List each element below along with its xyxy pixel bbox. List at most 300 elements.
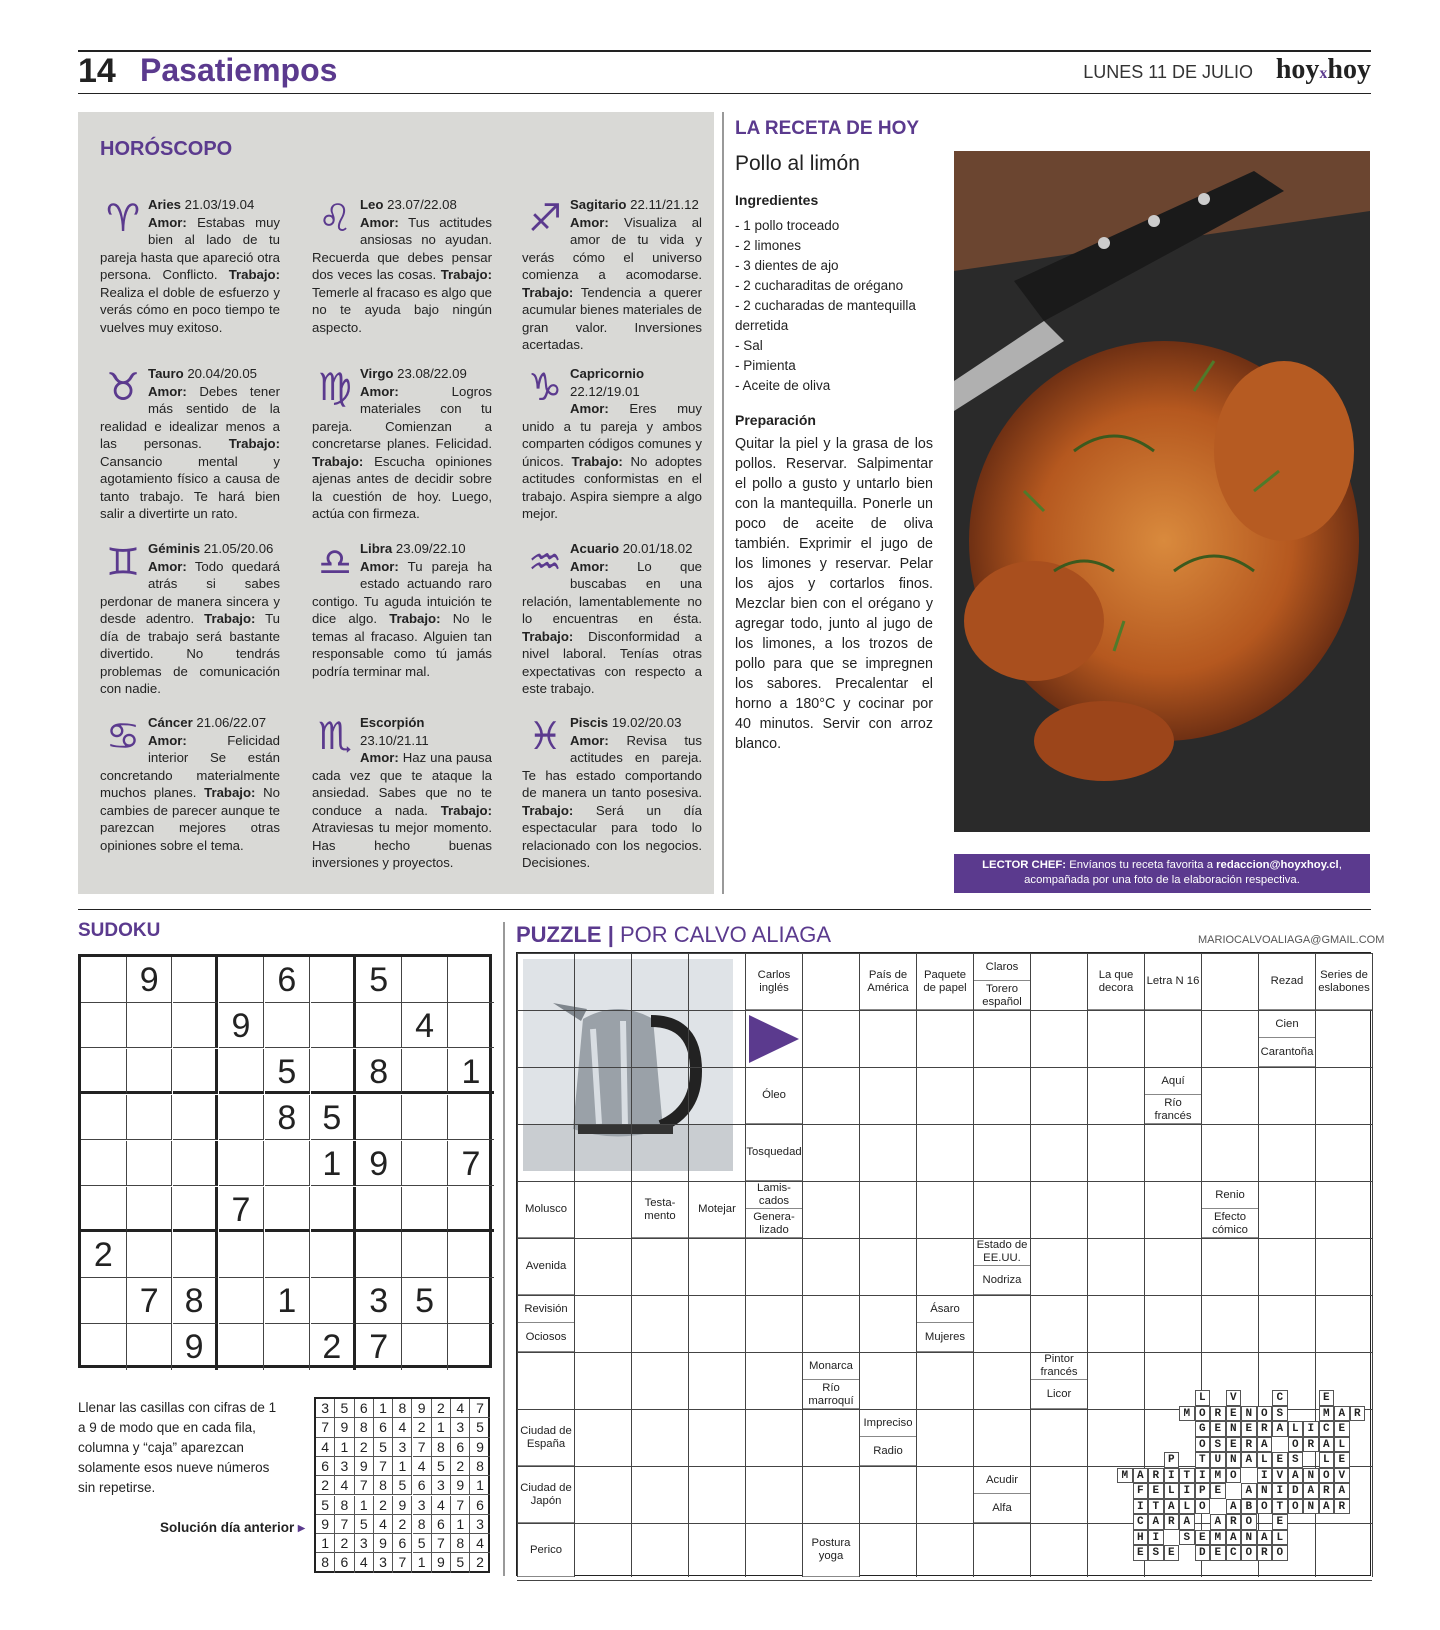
sudoku-cell[interactable]: 8	[356, 1049, 402, 1095]
solution-letter: V	[1226, 1390, 1242, 1406]
solution-letter: L	[1272, 1530, 1288, 1546]
solution-letter: O	[1319, 1468, 1335, 1484]
sudoku-cell[interactable]	[265, 1003, 311, 1049]
grid-line	[517, 1010, 1372, 1011]
horoscope-sign-1	[312, 196, 492, 336]
horoscope-sign-3	[100, 365, 280, 523]
column-divider	[503, 922, 505, 1576]
solution-cell: 9	[374, 1534, 393, 1553]
sudoku-cell[interactable]: 7	[448, 1141, 494, 1187]
sign-dates: 21.05/20.06	[203, 541, 274, 556]
grid-line	[1372, 953, 1373, 1577]
sudoku-cell[interactable]	[311, 1278, 357, 1324]
solution-letter: I	[1303, 1421, 1319, 1437]
sudoku-cell[interactable]: 5	[356, 957, 402, 1003]
solution-letter: O	[1195, 1406, 1211, 1422]
sagittarius-icon	[522, 198, 568, 238]
solution-cell: 2	[393, 1515, 412, 1534]
grid-line	[916, 953, 917, 1577]
ingredient-item: - 2 limones	[735, 238, 802, 253]
solution-letter: U	[1210, 1452, 1226, 1468]
sudoku-cell[interactable]	[402, 1049, 448, 1095]
amor-label: Amor:	[570, 732, 609, 748]
solution-letter: A	[1257, 1530, 1273, 1546]
sudoku-cell[interactable]: 4	[402, 1003, 448, 1049]
sudoku-cell[interactable]	[81, 1003, 127, 1049]
solution-cell: 7	[374, 1457, 393, 1476]
horoscope-title: HORÓSCOPO	[100, 138, 233, 160]
solution-letter: M	[1179, 1406, 1195, 1422]
sudoku-cell[interactable]	[265, 1187, 311, 1233]
sudoku-cell[interactable]	[448, 1324, 494, 1370]
sudoku-cell[interactable]	[219, 1049, 265, 1095]
sudoku-instructions: Llenar las casillas con cifras de 1 a 9 de modo que en cada fila, columna y “caja” aparezcan solamente esos nueve números sin repetirse.	[78, 1400, 277, 1495]
sudoku-cell[interactable]: 9	[173, 1324, 219, 1370]
solution-letter: A	[1148, 1514, 1164, 1530]
sudoku-cell[interactable]: 1	[448, 1049, 494, 1095]
sudoku-cell[interactable]	[81, 1278, 127, 1324]
solution-cell: 6	[451, 1438, 470, 1457]
amor-label: Amor:	[570, 558, 609, 574]
sudoku-cell[interactable]	[173, 1003, 219, 1049]
sign-amor: Logros materiales con tu pareja. Comienzan a concretarse planes. Felicidad.	[312, 383, 492, 451]
sudoku-cell[interactable]: 6	[265, 957, 311, 1003]
sudoku-grid[interactable]	[78, 954, 492, 1368]
puzzle-title	[516, 922, 831, 948]
solution-letter: O	[1288, 1437, 1304, 1453]
solution-letter: O	[1195, 1499, 1211, 1515]
sign-name: Tauro	[148, 366, 184, 381]
grid-line	[802, 953, 803, 1577]
sign-dates: 19.02/20.03	[611, 715, 682, 730]
sign-trabajo: Será un día espectacular para todo lo relacionado con los negocios. Decisiones.	[522, 802, 703, 870]
preparation-title: Preparación	[735, 412, 816, 428]
sign-amor: Haz una pausa cada vez que te ataque la ansiedad. Sabes que no te conduce a nada.	[312, 750, 492, 818]
solution-letter: F	[1133, 1483, 1149, 1499]
solution-cell: 4	[374, 1515, 393, 1534]
crossword-clue: Genera-lizado	[746, 1210, 802, 1238]
trabajo-label: Trabajo:	[204, 611, 256, 626]
sudoku-cell[interactable]	[219, 1324, 265, 1370]
sudoku-cell[interactable]	[448, 1095, 494, 1141]
sudoku-cell[interactable]	[356, 1003, 402, 1049]
solution-letter: A	[1334, 1406, 1350, 1422]
aries-icon	[100, 198, 146, 238]
solution-cell: 6	[413, 1476, 432, 1495]
sudoku-cell[interactable]	[173, 1187, 219, 1233]
horoscope-sign-10	[312, 714, 492, 872]
horoscope-sign-9	[100, 714, 280, 854]
sudoku-cell[interactable]	[311, 1187, 357, 1233]
solution-cell: 5	[316, 1496, 335, 1515]
crossword-clue: Impreciso	[860, 1410, 916, 1437]
sudoku-cell[interactable]	[127, 1003, 173, 1049]
svg-text:♉: ♉	[105, 367, 141, 407]
solution-letter: G	[1195, 1421, 1211, 1437]
solution-letter: L	[1179, 1499, 1195, 1515]
crossword-clue: Óleo	[746, 1068, 802, 1124]
sudoku-cell[interactable]: 9	[219, 1003, 265, 1049]
solution-letter: S	[1272, 1406, 1288, 1422]
page-header	[78, 50, 1371, 94]
grid-line	[1087, 953, 1088, 1577]
solution-cell: 3	[470, 1515, 489, 1534]
solution-letter: A	[1210, 1514, 1226, 1530]
virgo-icon	[312, 367, 358, 407]
sign-dates: 22.12/19.01	[570, 383, 640, 399]
crossword-clue: Río marroquí	[803, 1381, 859, 1409]
trabajo-label: Trabajo:	[522, 628, 574, 644]
crossword-clue: Lamis-cados	[746, 1182, 802, 1209]
sudoku-cell[interactable]: 3	[356, 1278, 402, 1324]
roast-chicken-photo	[954, 151, 1370, 832]
sudoku-cell[interactable]: 7	[219, 1187, 265, 1233]
solution-letter: R	[1303, 1437, 1319, 1453]
chef-email[interactable]: redaccion@hoyxhoy.cl	[1216, 859, 1339, 871]
amor-label: Amor:	[360, 383, 399, 399]
crossword-clue: Postura yoga	[803, 1524, 859, 1577]
solution-cell: 1	[355, 1496, 374, 1515]
solution-cell: 5	[355, 1515, 374, 1534]
svg-text:♎: ♎	[317, 542, 353, 582]
sudoku-cell[interactable]	[81, 1049, 127, 1095]
crossword-clue: Ciudad de Japón	[518, 1467, 574, 1523]
crossword-clue: Aquí	[1145, 1068, 1201, 1095]
solution-letter: R	[1334, 1499, 1350, 1515]
grid-line	[859, 953, 860, 1577]
preparation-text: Quitar la piel y la grasa de los pollos. Reservar. Salpimentar el pollo a gusto y untarlo bien con la mantequilla. Ponerle un poco de aceite de oliva también. Exprimir el jugo de los limones y reservar. Pelar los ajos y cortarlos finos. Mezclar bien con el orégano y agregar todo, junto al jugo de los limones, a los trozos de pollo para que se impregnen los sabores. Precalentar el horno a 180°C y cocinar por 40 minutos. Servir con arroz blanco.	[735, 436, 933, 752]
solution-letter: E	[1334, 1452, 1350, 1468]
sudoku-cell[interactable]	[311, 957, 357, 1003]
sign-trabajo: Disconformidad a nivel laboral. Tenías otras expectativas con respecto a este trabajo.	[522, 628, 702, 696]
solution-cell: 9	[413, 1399, 432, 1418]
solution-cell: 1	[393, 1457, 412, 1476]
solution-cell: 2	[335, 1534, 354, 1553]
solution-letter: L	[1257, 1452, 1273, 1468]
ingredient-item: - Aceite de oliva	[735, 378, 831, 393]
sudoku-cell[interactable]	[219, 1141, 265, 1187]
solution-cell: 7	[451, 1496, 470, 1515]
sign-name: Aries	[148, 197, 181, 212]
svg-text:♈: ♈	[105, 198, 141, 238]
sudoku-cell[interactable]	[173, 1095, 219, 1141]
crossword-clue: Mujeres	[917, 1324, 973, 1352]
solution-letter: N	[1241, 1406, 1257, 1422]
capricorn-icon	[522, 367, 568, 407]
logo-x: x	[1319, 65, 1328, 82]
solution-cell: 2	[476, 1554, 484, 1571]
grid-line	[574, 953, 575, 1577]
crossword-clue: La que decora	[1088, 954, 1144, 1010]
sudoku-cell[interactable]	[265, 1324, 311, 1370]
sudoku-cell[interactable]	[448, 1232, 494, 1278]
sudoku-cell[interactable]: 9	[127, 957, 173, 1003]
solution-cell: 7	[432, 1534, 451, 1553]
sudoku-cell[interactable]	[356, 1232, 402, 1278]
amor-label: Amor:	[148, 732, 187, 748]
sudoku-cell[interactable]: 5	[402, 1278, 448, 1324]
solution-letter: N	[1241, 1530, 1257, 1546]
solution-letter: T	[1179, 1468, 1195, 1484]
sudoku-cell[interactable]	[173, 1232, 219, 1278]
sign-dates: 20.04/20.05	[187, 366, 257, 381]
sudoku-cell[interactable]	[127, 1232, 173, 1278]
sudoku-cell[interactable]	[356, 1095, 402, 1141]
solution-letter: L	[1164, 1483, 1180, 1499]
amor-label: Amor:	[148, 383, 187, 399]
sudoku-cell[interactable]	[173, 957, 219, 1003]
solution-letter: S	[1210, 1437, 1226, 1453]
sudoku-cell[interactable]: 2	[311, 1324, 357, 1370]
solution-cell: 1	[413, 1553, 432, 1572]
sudoku-cell[interactable]	[311, 1049, 357, 1095]
chef-label: LECTOR CHEF:	[982, 859, 1067, 871]
crossword-clue: Torero español	[974, 982, 1030, 1010]
solution-letter: I	[1164, 1468, 1180, 1484]
sudoku-cell[interactable]: 8	[265, 1095, 311, 1141]
sudoku-cell[interactable]	[127, 1324, 173, 1370]
sudoku-cell[interactable]	[402, 1187, 448, 1233]
crossword-clue: Renio	[1202, 1182, 1258, 1209]
solution-letter: D	[1288, 1483, 1304, 1499]
libra-icon	[312, 542, 358, 582]
crossword-clue: Paquete de papel	[917, 954, 973, 1010]
solution-cell: 5	[432, 1457, 451, 1476]
sudoku-cell[interactable]	[448, 1003, 494, 1049]
sign-name: Leo	[360, 197, 384, 212]
sudoku-cell[interactable]: 7	[356, 1324, 402, 1370]
sudoku-cell[interactable]	[402, 1324, 448, 1370]
puzzle-byline: POR CALVO ALIAGA	[619, 922, 832, 947]
sign-amor: Estabas muy bien al lado de tu pareja hasta que apareció otra persona. Conflicto.	[100, 214, 280, 282]
sudoku-cell[interactable]: 1	[265, 1278, 311, 1324]
amor-label: Amor:	[148, 214, 187, 230]
sudoku-cell[interactable]	[265, 1141, 311, 1187]
scorpio-icon	[312, 716, 358, 756]
solution-cell: 6	[432, 1515, 451, 1534]
grid-line	[517, 1238, 1372, 1239]
taurus-icon	[100, 367, 146, 407]
sign-trabajo: No le temas al fracaso. Alguien tan responsable como tú jamás podría terminar mal.	[312, 611, 493, 679]
sudoku-cell[interactable]	[265, 1232, 311, 1278]
sign-amor: Tu pareja ha estado actuando raro contigo. Tu aguda intuición te dice algo.	[312, 558, 492, 626]
sudoku-cell[interactable]	[81, 1095, 127, 1141]
solution-cell: 9	[432, 1553, 451, 1572]
sign-name: Sagitario	[570, 197, 627, 212]
solution-cell: 9	[335, 1418, 354, 1437]
solution-letter: R	[1350, 1406, 1366, 1422]
sudoku-cell[interactable]	[402, 1232, 448, 1278]
crossword-clue: Ociosos	[518, 1324, 574, 1352]
svg-text:♒: ♒	[527, 542, 563, 582]
solution-letter: R	[1257, 1421, 1273, 1437]
sign-trabajo: Tu día de trabajo será bastante divertido. No tendrás problemas de comunicación con nadie.	[100, 611, 280, 696]
sudoku-cell[interactable]	[219, 1278, 265, 1324]
sudoku-cell[interactable]	[219, 1232, 265, 1278]
solution-cell: 8	[451, 1534, 470, 1553]
solution-letter: A	[1319, 1437, 1335, 1453]
sudoku-cell[interactable]	[127, 1187, 173, 1233]
sudoku-cell[interactable]: 9	[356, 1141, 402, 1187]
solution-cell: 7	[470, 1399, 489, 1418]
aquarius-icon	[522, 542, 568, 582]
solution-letter: E	[1226, 1437, 1242, 1453]
crossword-clue: Letra N 16	[1145, 954, 1201, 1010]
cancer-icon	[100, 716, 146, 756]
sudoku-cell[interactable]: 8	[173, 1278, 219, 1324]
horoscope-sign-2	[522, 196, 702, 354]
sign-amor: Tus actitudes ansiosas no ayudan. Recuerda que debes pensar dos veces las cosas.	[312, 214, 492, 282]
sudoku-cell[interactable]	[311, 1003, 357, 1049]
solution-label-text: Solución día anterior	[160, 1520, 295, 1535]
solution-letter: A	[1319, 1499, 1335, 1515]
solution-cell: 3	[432, 1476, 451, 1495]
amor-label: Amor:	[570, 401, 609, 416]
solution-cell: 7	[355, 1476, 374, 1495]
solution-letter: E	[1334, 1421, 1350, 1437]
solution-letter: T	[1195, 1452, 1211, 1468]
sudoku-cell[interactable]	[81, 1324, 127, 1370]
crossword-clue: Río francés	[1145, 1096, 1201, 1124]
solution-cell: 6	[374, 1418, 393, 1437]
logo-part: hoy	[1327, 54, 1371, 85]
horoscope-sign-8	[522, 540, 702, 698]
solution-letter: O	[1241, 1545, 1257, 1561]
crossword-clue: Pintor francés	[1031, 1353, 1087, 1380]
sign-dates: 23.07/22.08	[387, 197, 457, 212]
horoscope-sign-11	[522, 714, 702, 872]
sign-trabajo: Atraviesas tu mejor momento. Has hecho buenas inversiones y proyectos.	[312, 820, 492, 870]
crossword-clue: Cien	[1259, 1011, 1315, 1038]
solution-cell: 2	[316, 1476, 335, 1495]
solution-letter: R	[1241, 1437, 1257, 1453]
sudoku-cell[interactable]	[219, 1095, 265, 1141]
trabajo-label: Trabajo:	[440, 802, 492, 818]
solution-letter: O	[1272, 1545, 1288, 1561]
solution-cell: 3	[451, 1418, 470, 1437]
sudoku-cell[interactable]	[356, 1187, 402, 1233]
solution-letter: S	[1148, 1545, 1164, 1561]
sudoku-cell[interactable]	[127, 1141, 173, 1187]
sign-dates: 21.03/19.04	[184, 197, 255, 212]
crossword-clue: Motejar	[689, 1182, 745, 1238]
grid-line	[517, 1580, 1372, 1581]
crossword-clue: Estado de EE.UU.	[974, 1239, 1030, 1266]
solution-letter: A	[1164, 1499, 1180, 1515]
newspaper-logo	[1276, 54, 1371, 86]
solution-cell: 4	[335, 1476, 354, 1495]
solution-letter: C	[1272, 1390, 1288, 1406]
recipe-dish: Pollo al limón	[735, 152, 860, 175]
sudoku-cell[interactable]	[127, 1049, 173, 1095]
sudoku-cell[interactable]	[81, 957, 127, 1003]
sudoku-cell[interactable]	[127, 1095, 173, 1141]
solution-cell: 2	[355, 1438, 374, 1457]
trabajo-label: Trabajo:	[571, 453, 623, 469]
crossword-clue: Efecto cómico	[1202, 1210, 1258, 1238]
solution-letter: N	[1257, 1483, 1273, 1499]
sudoku-cell[interactable]	[448, 957, 494, 1003]
leo-icon	[312, 198, 358, 238]
solution-cell: 8	[432, 1438, 451, 1457]
sudoku-cell[interactable]	[173, 1141, 219, 1187]
solution-letter: A	[1334, 1483, 1350, 1499]
crossword-clue: Acudir	[974, 1467, 1030, 1494]
crossword-grid[interactable]	[516, 952, 1371, 1576]
sudoku-cell[interactable]: 2	[81, 1232, 127, 1278]
sudoku-cell[interactable]	[219, 957, 265, 1003]
solution-cell: 3	[316, 1399, 335, 1418]
sign-amor: Lo que buscabas en una relación, lamentablemente no lo encuentras en ésta.	[522, 558, 702, 626]
svg-text:♌: ♌	[317, 198, 353, 238]
sudoku-cell[interactable]	[81, 1141, 127, 1187]
solution-letter: A	[1133, 1468, 1149, 1484]
solution-cell: 9	[393, 1496, 412, 1515]
solution-letter: N	[1303, 1468, 1319, 1484]
solution-letter: P	[1164, 1452, 1180, 1468]
section-divider	[78, 909, 1371, 910]
sign-trabajo: No cambies de parecer aunque te parezcan mejores otras opiniones sobre el tema.	[100, 785, 280, 853]
crossword-clue: Perico	[518, 1524, 574, 1577]
sign-name: Acuario	[570, 541, 620, 556]
sudoku-cell[interactable]: 5	[265, 1049, 311, 1095]
sudoku-cell[interactable]: 1	[311, 1141, 357, 1187]
solution-cell: 8	[316, 1553, 335, 1572]
solution-cell: 5	[393, 1476, 412, 1495]
solution-letter: L	[1319, 1452, 1335, 1468]
solution-cell: 6	[316, 1457, 335, 1476]
solution-cell: 2	[413, 1418, 432, 1437]
sudoku-cell[interactable]	[402, 1141, 448, 1187]
solution-cell: 1	[374, 1399, 393, 1418]
trabajo-label: Trabajo:	[312, 453, 364, 469]
sign-dates: 22.11/21.12	[630, 197, 699, 212]
solution-letter: V	[1272, 1468, 1288, 1484]
issue-date: LUNES 11 DE JULIO	[1083, 62, 1253, 82]
sudoku-cell[interactable]	[81, 1187, 127, 1233]
solution-cell: 9	[316, 1515, 335, 1534]
chef-text: Envíanos tu receta favorita a	[1069, 859, 1213, 871]
sudoku-cell[interactable]: 7	[127, 1278, 173, 1324]
sudoku-cell[interactable]	[402, 957, 448, 1003]
solution-letter: M	[1210, 1468, 1226, 1484]
solution-letter: S	[1179, 1530, 1195, 1546]
solution-cell: 6	[355, 1399, 374, 1418]
sudoku-cell[interactable]	[402, 1095, 448, 1141]
sudoku-cell[interactable]	[448, 1187, 494, 1233]
grid-line	[688, 953, 689, 1577]
trabajo-label: Trabajo:	[440, 267, 492, 282]
ingredient-item: - 2 cucharaditas de orégano	[735, 278, 904, 293]
solution-letter: O	[1257, 1406, 1273, 1422]
sign-dates: 23.08/22.09	[397, 366, 467, 381]
grid-line	[631, 953, 632, 1577]
solution-letter: E	[1210, 1545, 1226, 1561]
svg-text:♑: ♑	[527, 367, 563, 407]
sudoku-cell[interactable]	[448, 1278, 494, 1324]
sudoku-cell[interactable]	[311, 1232, 357, 1278]
solution-cell: 3	[335, 1457, 354, 1476]
crossword-clue: Nodriza	[974, 1267, 1030, 1295]
sudoku-cell[interactable]	[173, 1049, 219, 1095]
solution-cell: 5	[374, 1438, 393, 1457]
svg-text:♋: ♋	[105, 716, 141, 756]
solution-letter: I	[1195, 1468, 1211, 1484]
solution-letter: E	[1272, 1452, 1288, 1468]
lector-chef-box	[954, 854, 1370, 893]
title-separator: |	[607, 922, 614, 947]
sudoku-cell[interactable]: 5	[311, 1095, 357, 1141]
